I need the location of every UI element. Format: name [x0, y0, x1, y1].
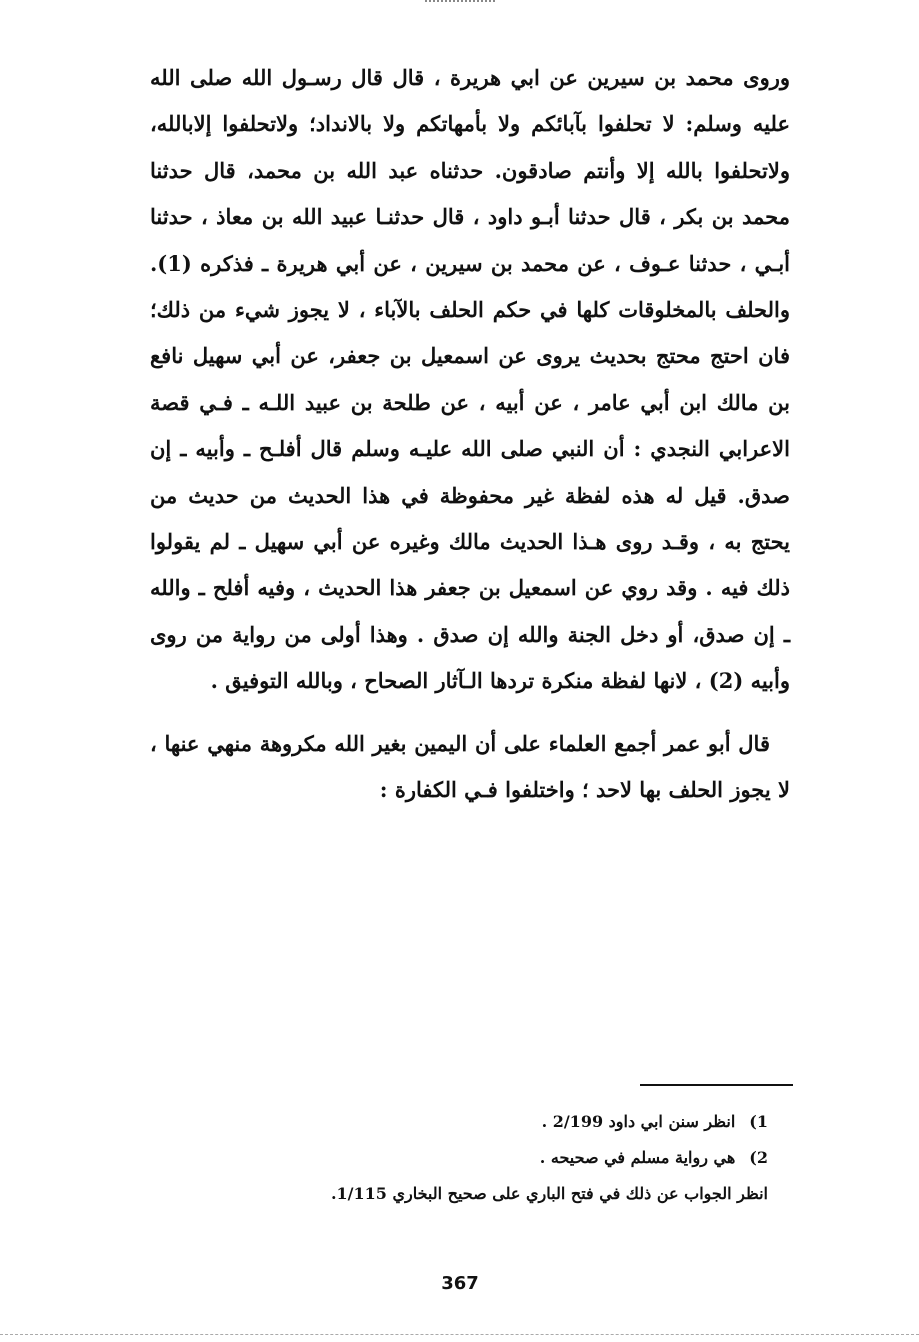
scan-edge-mark [0, 1334, 919, 1337]
page-number: 367 [441, 1273, 479, 1294]
footnote-text: انظر الجواب عن ذلك في فتح الباري على صحيح البخاري 1/115. [330, 1184, 768, 1203]
footnote-number: 1) [749, 1112, 768, 1131]
paragraph-abu-umar: قال أبو عمر أجمع العلماء على أن اليمين بغير الله مكروهة منهي عنها ، لا يجوز الحلف بها لاحد ؛ واختلفوا فـي الكفارة : [150, 730, 790, 803]
paragraph-hadith: وروى محمد بن سيرين عن ابي هريرة ، قال قال رسـول الله صلى الله عليه وسلم: لا تحلفوا بآبائكم ولا بأمهاتكم ولا بالانداد؛ ولاتحلفوا إلابالله، ولاتحلفوا بالله إلا وأنتم صادقون. حدثناه عبد الله بن محمد، قال حدثنا محمد بن بكر ، قال حدثنا أبـو داود ، قال حدثنـا عبيد الله بن معاذ ، حدثنا أبـي ، حدثنا عـوف ، عن محمد بن سيرين ، عن أبي هريرة ـ فذكره (1). والحلف بالمخلوقات كلها في حكم الحلف بالآباء ، لا يجوز شيء من ذلك؛ فان احتج محتج بحديث يروى عن اسمعيل بن جعفر، عن أبي سهيل نافع بن مالك ابن أبي عامر ، عن أبيه ، عن طلحة بن عبيد اللـه ـ فـي قصة الاعرابي النجدي : أن النبي صلى الله عليـه وسلم قال أفلـح ـ وأبيه ـ إن صدق. قيل له هذه لفظة غير محفوظة في هذا الحديث من حديث من يحتج به ، وقـد روى هـذا الحديث مالك وغيره عن أبي سهيل ـ لم يقولوا ذلك فيه . وقد روي عن اسمعيل بن جعفر هذا الحديث ، وفيه أفلح ـ والله ـ إن صدق، أو دخل الجنة والله إن صدق . وهذا أولى من رواية من روى وأبيه (2) ، لانها لفظة منكرة تردها الـآثار الصحاح ، وبالله التوفيق . [150, 65, 790, 694]
main-text-block [150, 55, 790, 814]
footnote-separator [640, 1084, 793, 1086]
footnote-number: 2) [749, 1148, 768, 1167]
footnote-1 [160, 1104, 768, 1140]
footnote-text: هي رواية مسلم في صحيحه . [539, 1148, 736, 1167]
footnote-text: انظر سنن ابي داود 2/199 . [541, 1112, 736, 1131]
scan-edge-mark [425, 0, 495, 5]
footnote-2 [160, 1140, 768, 1176]
footnote-3 [160, 1176, 768, 1212]
footnotes [160, 1104, 768, 1212]
